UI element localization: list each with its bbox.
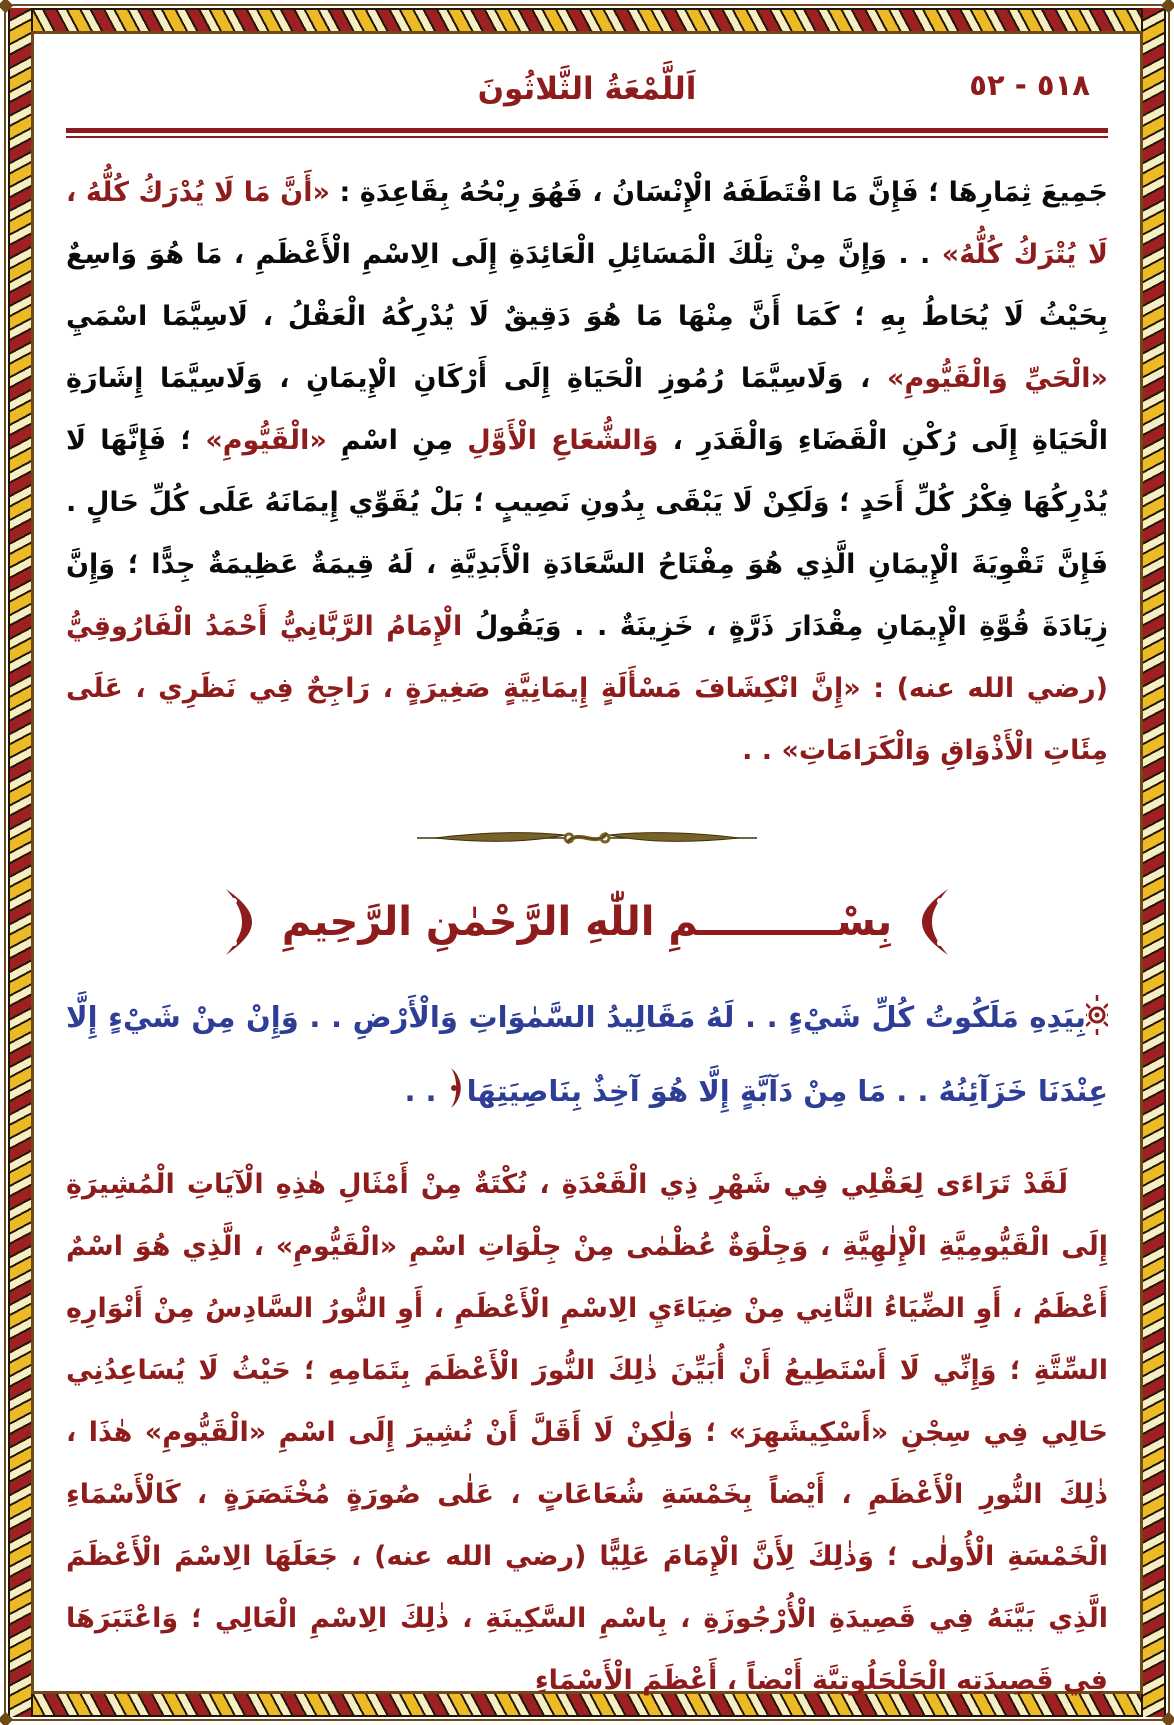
highlight-segment: الْإِمَامُ الرَّبَّانِيُّ أَحْمَدُ الْفَارُوقِيُّ (رضي الله عنه) : «إِنَّ انْكِشَافَ مَسْأَلَةٍ إِيمَانِيَّةٍ صَغِيرَةٍ ، رَاجِحٌ فِي نَظَرِي ، عَلَى مِئَاتِ الْأَذْوَاقِ وَالْكَرَامَاتِ» . . (66, 611, 1108, 766)
page-title: اَللَّمْعَةُ الثَّلاثُونَ (477, 71, 697, 107)
verse-text: بِيَدِهِ مَلَكُوتُ كُلِّ شَيْءٍ . . لَهُ مَقَالِيدُ السَّمٰوَاتِ وَالْأَرْضِ . . وَإِنْ مِنْ شَيْءٍ إِلَّا عِنْدَنَا خَزَآئِنُهُ . . مَا مِنْ دَآبَّةٍ إِلَّا هُوَ آخِذٌ بِنَاصِيَتِهَا (66, 1000, 1108, 1108)
basmala-block (66, 876, 1108, 968)
paragraph-continuation (66, 162, 1108, 782)
text-segment: ؛ فَإِنَّهَا لَا يُدْرِكُهَا فِكْرُ كُلِّ أَحَدٍ ؛ وَلَكِنْ لَا يَبْقَى بِدُونِ نَصِيبٍ ؛ بَلْ يُقَوِّي إِيمَانَهُ عَلَى كُلِّ حَالٍ . فَإِنَّ تَقْوِيَةَ الْإِيمَانِ الَّذِي هُوَ مِفْتَاحُ السَّعَادَةِ الْأَبَدِيَّةِ ، لَهُ قِيمَةٌ عَظِيمَةٌ جِدًّا ؛ وَإِنَّ زِيَادَةَ قُوَّةِ الْإِيمَانِ مِقْدَارَ ذَرَّةٍ ، خَزِينَةٌ . . وَيَقُولُ (66, 425, 1109, 642)
page-number: ٥١٨ - ٥٢ (969, 68, 1090, 102)
border-pattern-left (8, 8, 33, 1717)
highlight-segment: «الْحَيِّ وَالْقَيُّومِ» (887, 363, 1108, 394)
verse-trailing-dots: . . (404, 1074, 447, 1108)
text-segment: جَمِيعَ ثِمَارِهَا ؛ فَإِنَّ مَا اقْتَطَفَهُ الْإِنْسَانُ ، فَهُوَ رِبْحُهُ بِقَاعِدَةِ : (329, 177, 1108, 208)
paragraph-main: لَقَدْ تَرَاءَى لِعَقْلِي فِي شَهْرِ ذِي الْقَعْدَةِ ، نُكْتَةٌ مِنْ أَمْثَالِ هٰذِهِ الْآيَاتِ الْمُشِيرَةِ إِلَى الْقَيُّومِيَّةِ الْإِلٰهِيَّةِ ، وَجِلْوَةٌ عُظْمٰى مِنْ جِلْوَاتِ اسْمِ «الْقَيُّومِ» ، الَّذِي هُوَ اسْمٌ أَعْظَمُ ، أَوِ الضِّيَاءُ الثَّانِي مِنْ ضِيَاءَيِ الِاسْمِ الْأَعْظَمِ ، أَوِ النُّورُ السَّادِسُ مِنْ أَنْوَارِهِ السِّتَّةِ ؛ وَإِنِّي لَا أَسْتَطِيعُ أَنْ أُبَيِّنَ ذٰلِكَ النُّورَ الْأَعْظَمَ بِتَمَامِهِ ؛ حَيْثُ لَا يُسَاعِدُنِي حَالِي فِي سِجْنِ «أَسْكِيشَهِرَ» ؛ وَلٰكِنْ لَا أَقَلَّ أَنْ نُشِيرَ إِلَى اسْمِ «الْقَيُّومِ» هٰذَا ، ذٰلِكَ النُّورِ الْأَعْظَمِ ، أَيْضاً بِخَمْسَةِ شُعَاعَاتٍ ، عَلٰى صُورَةٍ مُخْتَصَرَةٍ ، كَالْأَسْمَاءِ الْخَمْسَةِ الْأُولٰى ؛ وَذٰلِكَ لِأَنَّ الْإِمَامَ عَلِيًّا (رضي الله عنه) ، جَعَلَهَا الِاسْمَ الْأَعْظَمَ الَّذِي بَيَّنَهُ فِي قَصِيدَةِ الْأُرْجُوزَةِ ، بِاسْمِ السَّكِينَةِ ، ذٰلِكَ الِاسْمِ الْعَالِي ؛ وَاعْتَبَرَهَا فِي قَصِيدَتِهِ الْجَلْجَلُوتِيَّةِ أَيْضاً ، أَعْظَمَ الْأَسْمَاءِ (66, 1169, 1108, 1696)
highlight-segment: «أَنَّ مَا لَا يُدْرَكُ كُلُّهُ ، لَا يُتْرَكُ كُلُّهُ» (66, 177, 1108, 270)
basmala-ornament-right-icon (918, 889, 952, 955)
highlight-segment: «الْقَيُّومِ» (205, 425, 327, 456)
highlight-segment: وَالشُّعَاعِ الْأَوَّلِ (467, 425, 659, 456)
page-content (36, 36, 1138, 1696)
text-segment: ، وَلَاسِيَّمَا رُمُوزِ الْحَيَاةِ إِلَى أَرْكَانِ الْإِيمَانِ ، وَلَاسِيَّمَا إِشَارَةِ الْحَيَاةِ إِلَى رُكْنِ الْقَضَاءِ وَالْقَدَرِ ، (66, 363, 1108, 456)
divider-flourish-icon (417, 826, 757, 850)
basmala-ornament-left-icon (222, 889, 256, 955)
text-segment: مِنِ اسْمِ (326, 425, 468, 456)
quran-open-bracket-icon (1086, 995, 1108, 1035)
quran-close-bracket-icon (447, 1067, 467, 1109)
ornamental-divider (66, 826, 1108, 850)
header-double-rule (66, 128, 1108, 138)
basmala-text: بِسْــــــــــمِ اللّٰهِ الرَّحْمٰنِ الرَّحِيمِ (281, 899, 893, 945)
text-segment: . . وَإِنَّ مِنْ تِلْكَ الْمَسَائِلِ الْعَائِدَةِ إِلَى الِاسْمِ الْأَعْظَمِ ، مَا هُوَ وَاسِعٌ بِحَيْثُ لَا يُحَاطُ بِهِ ؛ كَمَا أَنَّ مِنْهَا مَا هُوَ دَقِيقٌ لَا يُدْرِكُهُ الْعَقْلُ ، لَاسِيَّمَا اسْمَيِ (66, 239, 1108, 332)
border-pattern-top (8, 8, 1166, 33)
border-pattern-right (1141, 8, 1166, 1717)
page-header (66, 58, 1108, 120)
quran-verse (66, 980, 1108, 1128)
